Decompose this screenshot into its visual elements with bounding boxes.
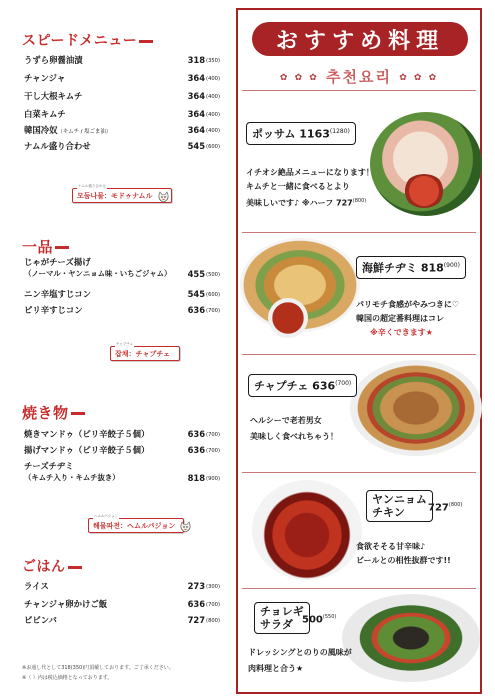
dish-desc: パリモチ食感がやみつきに♡ <box>356 300 460 309</box>
dish-desc: 食欲そそる甘辛味♪ <box>356 542 426 551</box>
flower-icon: ✿ ✿ ✿ <box>279 73 319 83</box>
dish-price: 500$^{(550)}$ <box>302 614 337 626</box>
menu-item: チャンジャ 364$^{(400)}$ <box>24 73 220 83</box>
japchae-photo <box>350 360 482 456</box>
cat-mascot-icon <box>179 519 192 532</box>
dish-desc: ビールとの相性抜群です!! <box>356 556 451 565</box>
divider <box>242 472 476 473</box>
dish-tag: チョレギ サラダ <box>254 602 310 634</box>
dish-desc: ドレッシングとのりの風味が <box>248 648 352 657</box>
divider <box>242 232 476 233</box>
menu-item: ニン辛塩すじコン 545$^{(600)}$ <box>24 289 220 299</box>
menu-item: ビビンバ 727$^{(800)}$ <box>24 615 220 625</box>
dish-choregi-salad <box>238 592 480 692</box>
dish-tag: 海鮮チヂミ 818$^{(900)}$ <box>356 256 466 279</box>
recommended-panel <box>236 8 482 694</box>
menu-item: ピリ辛すじコン 636$^{(700)}$ <box>24 305 220 315</box>
dish-possam <box>238 106 480 226</box>
section-title-ippin: 一品 <box>22 236 69 257</box>
dish-tag: チャプチェ 636$^{(700)}$ <box>248 374 357 397</box>
korean-name-badge: チャプチェ 잡채：チャプチェ <box>110 346 180 361</box>
dish-japchae <box>238 358 480 468</box>
menu-item: ライス 273$^{(300)}$ <box>24 581 220 591</box>
salad-photo <box>342 594 480 682</box>
dish-desc: 肉料理と合う★ <box>248 664 304 673</box>
menu-item: 干し大根キムチ 364$^{(400)}$ <box>24 91 220 101</box>
cat-mascot-icon <box>157 189 170 202</box>
divider <box>242 588 476 589</box>
section-title-speed: スピードメニュー <box>22 30 153 50</box>
divider <box>242 90 476 91</box>
dish-desc: ヘルシーで老若男女 <box>250 416 322 425</box>
dish-desc: イチオシ絶品メニューになります！ <box>246 168 374 177</box>
dish-desc: キムチと一緒に食べるとより <box>246 182 350 191</box>
menu-item: じゃがチーズ揚げ <box>24 257 91 267</box>
menu-item: チャンジャ卵かけご飯 636$^{(700)}$ <box>24 599 220 609</box>
footnote: ※（ ）内は税込価格となっております。 <box>22 675 113 681</box>
recommended-subheader: ✿ ✿ ✿ 추천요리 ✿ ✿ ✿ <box>279 68 439 86</box>
menu-item: うずら卵醤油漬 318$^{(350)}$ <box>24 55 220 65</box>
section-title-yaki: 焼き物 <box>22 402 85 423</box>
dish-note: ※辛くできます★ <box>370 328 433 337</box>
recommended-header: おすすめ料理 <box>252 22 468 56</box>
dipping-sauce-photo <box>268 298 308 338</box>
menu-item: （キムチ入り・キムチ抜き） 818$^{(900)}$ <box>24 473 220 483</box>
dish-yangnyeom-chicken <box>238 476 480 586</box>
chicken-photo <box>252 480 362 580</box>
dish-seafood-pancake <box>238 236 480 352</box>
flower-icon: ✿ ✿ ✿ <box>399 73 439 83</box>
menu-item: 白菜キムチ 364$^{(400)}$ <box>24 109 220 119</box>
menu-item: 揚げマンドゥ（ピリ辛餃子５個） 636$^{(700)}$ <box>24 445 220 455</box>
section-title-gohan: ごはん <box>22 556 82 576</box>
korean-name-badge: ヘムルパジョン 해물파전：ヘムルパジョン <box>88 518 184 533</box>
dish-desc: 韓国の超定番料理はコレ <box>356 314 444 323</box>
kimchi-photo <box>403 174 445 208</box>
menu-item: （ノーマル・ヤンニョム味・いちごジャム） 455$^{(500)}$ <box>24 269 220 279</box>
dish-price: 727$^{(800)}$ <box>428 502 463 514</box>
korean-name-badge: ナムル盛り合わせ 모둠나물：モドゥナムル <box>72 188 172 203</box>
menu-item: ナムル盛り合わせ 545$^{(600)}$ <box>24 141 220 151</box>
left-menu-column <box>0 0 232 700</box>
menu-item: 韓国冷奴（キムチ / 塩ごま油） 364$^{(400)}$ <box>24 125 220 135</box>
dish-desc: 美味しく食べれちゃう！ <box>250 432 338 441</box>
menu-item: チーズチヂミ <box>24 461 74 471</box>
dish-tag: ヤンニョム チキン <box>366 490 433 522</box>
dish-tag: ポッサム $1163^{(1280)}$ <box>246 122 356 145</box>
dish-desc: 美味しいです♪ ※ハーフ 727$^{(800)}$ <box>246 198 367 208</box>
footnote: ※お通し代として318(350)円頂戴しております。ご了承ください。 <box>22 665 174 671</box>
menu-item: 焼きマンドゥ（ピリ辛餃子５個） 636$^{(700)}$ <box>24 429 220 439</box>
divider <box>242 354 476 355</box>
